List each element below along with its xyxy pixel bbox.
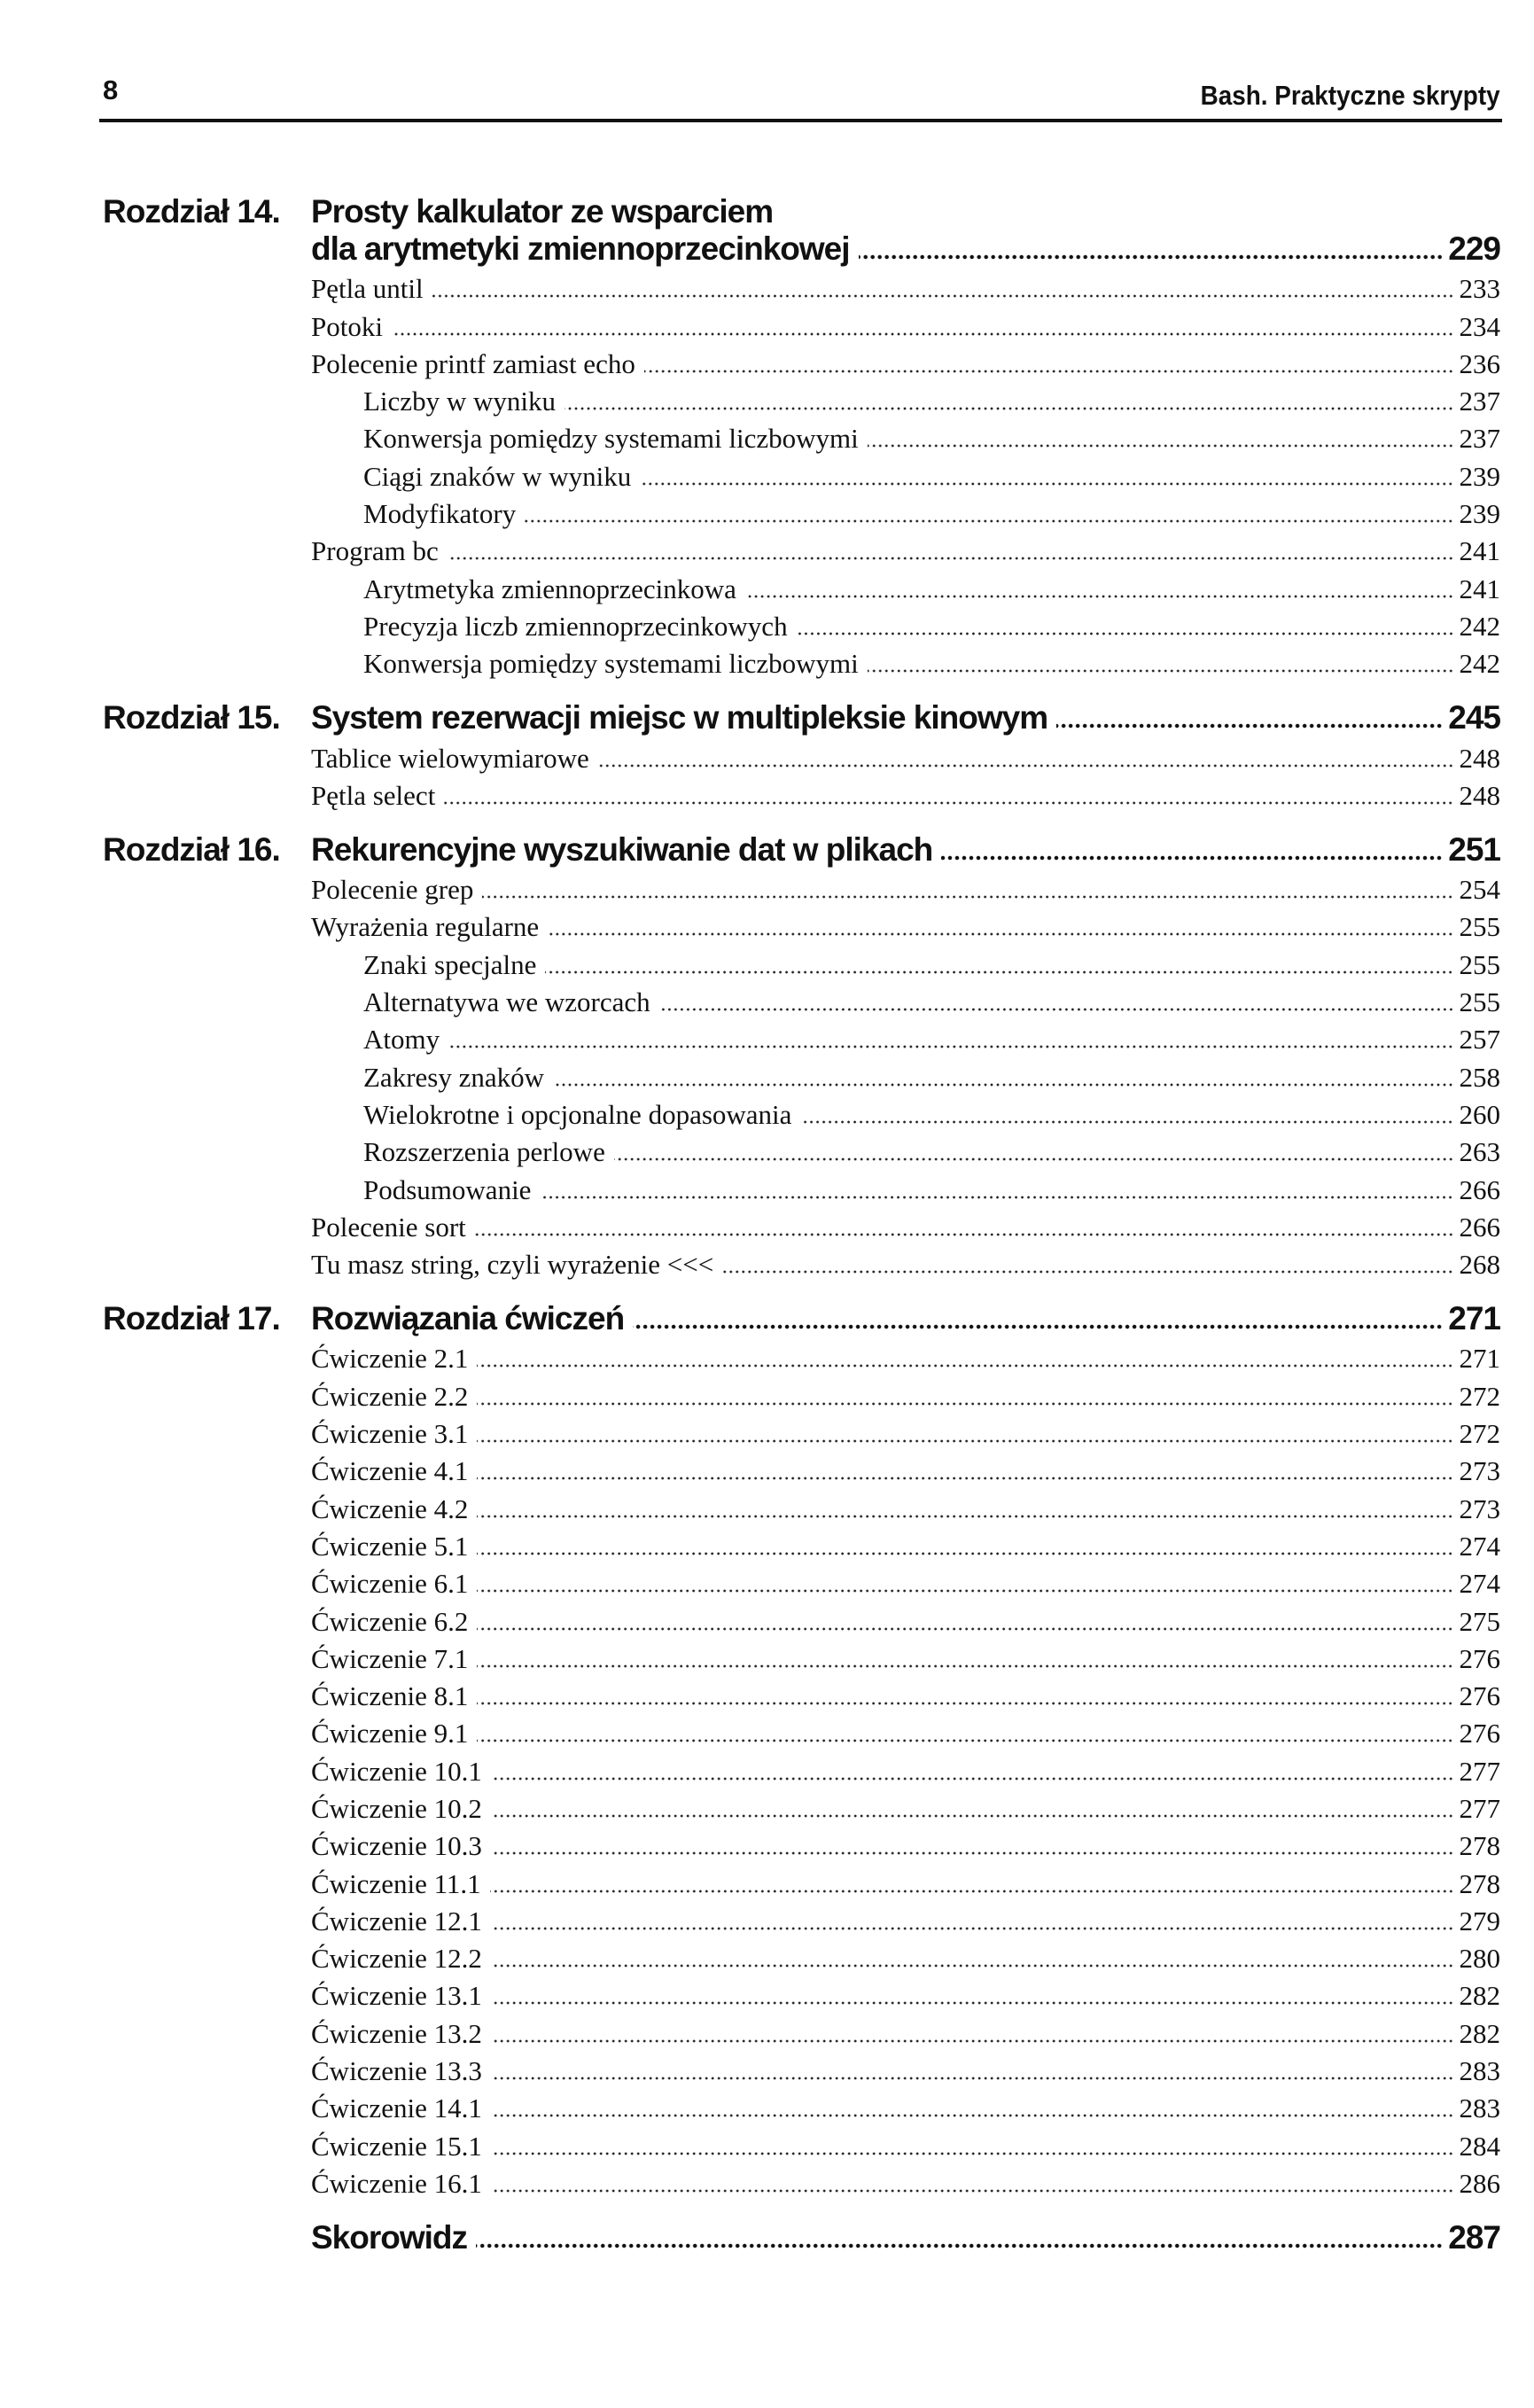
toc-entry[interactable]	[103, 1975, 1500, 2012]
entry-title: Ćwiczenie 5.1	[311, 1530, 469, 1562]
entry-title: Alternatywa we wzorcach	[363, 986, 650, 1018]
entry-title: Pętla until	[311, 273, 424, 305]
chapter-title: Rekurencyjne wyszukiwanie dat w plikach	[311, 830, 933, 868]
toc-entry[interactable]	[103, 775, 1500, 812]
entry-title: Ćwiczenie 10.1	[311, 1755, 482, 1787]
toc-entry[interactable]	[103, 2087, 1500, 2124]
dot-leader	[491, 1813, 1454, 1819]
entry-title: Konwersja pomiędzy systemami liczbowymi	[363, 423, 859, 455]
entry-page: 258	[1459, 1061, 1500, 1093]
entry-page: 241	[1459, 573, 1500, 604]
entry-title: Ćwiczenie 4.2	[311, 1492, 469, 1524]
entry-page: 282	[1459, 2017, 1500, 2049]
toc-entry[interactable]	[103, 530, 1500, 567]
toc-entry[interactable]	[103, 605, 1500, 643]
entry-title: Konwersja pomiędzy systemami liczbowymi	[363, 648, 859, 680]
entry-title: Polecenie grep	[311, 874, 474, 906]
dot-leader	[868, 443, 1454, 448]
dot-leader	[491, 1963, 1454, 1968]
dot-leader	[491, 1851, 1454, 1856]
entry-page: 260	[1459, 1098, 1500, 1130]
dot-leader	[477, 1626, 1453, 1632]
entry-page: 248	[1459, 742, 1500, 774]
dot-leader	[540, 1195, 1453, 1200]
dot-leader	[491, 2000, 1454, 2006]
toc-entry[interactable]	[103, 1337, 1500, 1375]
dot-leader	[432, 293, 1454, 299]
dot-leader	[477, 1476, 1453, 1481]
entry-page: 278	[1459, 1830, 1500, 1862]
chapter-title: System rezerwacji miejsc w multipleksie kinowym	[311, 699, 1048, 736]
toc-entry[interactable]	[103, 1675, 1500, 1712]
entry-page: 257	[1459, 1024, 1500, 1056]
entry-title: Ćwiczenie 12.2	[311, 1943, 482, 1975]
dot-leader	[491, 1926, 1454, 1931]
entry-title: Polecenie sort	[311, 1211, 466, 1243]
dot-leader	[476, 2242, 1443, 2249]
entry-page: 280	[1459, 1943, 1500, 1975]
toc-entry[interactable]	[103, 1600, 1500, 1637]
toc-entry[interactable]	[103, 869, 1500, 906]
entry-page: 237	[1459, 423, 1500, 455]
entry-title: Atomy	[363, 1024, 440, 1056]
entry-title: Program bc	[311, 535, 439, 567]
toc-entry[interactable]	[103, 2163, 1500, 2200]
header-rule	[99, 119, 1502, 122]
toc-entry[interactable]	[103, 1937, 1500, 1975]
toc-entry[interactable]	[103, 1825, 1500, 1862]
entry-page: 273	[1459, 1492, 1500, 1524]
dot-leader	[868, 668, 1454, 674]
toc-entry[interactable]	[103, 305, 1500, 342]
entry-page: 277	[1459, 1755, 1500, 1787]
dot-leader	[482, 894, 1453, 900]
entry-title: Ćwiczenie 12.1	[311, 1905, 482, 1937]
entry-page: 248	[1459, 779, 1500, 811]
dot-leader	[392, 331, 1454, 337]
entry-title: Arytmetyka zmiennoprzecinkowa	[363, 573, 736, 604]
chapter-label: Rozdział 17.	[103, 1300, 280, 1337]
toc-entry[interactable]	[103, 1243, 1500, 1281]
entry-page: 272	[1459, 1380, 1500, 1412]
entry-title: Ciągi znaków w wyniku	[363, 460, 632, 492]
toc-chapter	[103, 831, 1500, 1281]
toc-entry[interactable]	[103, 2124, 1500, 2162]
toc-entry[interactable]	[103, 1131, 1500, 1168]
dot-leader	[797, 631, 1454, 636]
toc-entry[interactable]	[103, 1788, 1500, 1825]
chapter-title: dla arytmetyki zmiennoprzecinkowej	[311, 230, 850, 267]
entry-title: Ćwiczenie 10.2	[311, 1792, 482, 1824]
dot-leader	[490, 1889, 1454, 1894]
entry-title: Wielokrotne i opcjonalne dopasowania	[363, 1098, 792, 1130]
entry-page: 276	[1459, 1718, 1500, 1750]
dot-leader	[477, 1664, 1453, 1669]
entry-title: Podsumowanie	[363, 1173, 532, 1205]
entry-title: Wyrażenia regularne	[311, 911, 540, 943]
entry-page: 254	[1459, 874, 1500, 906]
toc-entry[interactable]	[103, 455, 1500, 492]
dot-leader	[800, 1119, 1453, 1125]
dot-leader	[477, 1514, 1453, 1519]
dot-leader	[640, 481, 1453, 487]
entry-page: 282	[1459, 1980, 1500, 2012]
running-header	[103, 74, 1500, 119]
entry-page: 255	[1459, 948, 1500, 980]
chapter-label: Rozdział 14.	[103, 193, 280, 230]
toc-entry[interactable]	[103, 417, 1500, 455]
toc-entry[interactable]	[103, 1413, 1500, 1450]
chapter-title: Prosty kalkulator ze wsparciem	[311, 193, 774, 230]
entry-title: Ćwiczenie 4.1	[311, 1455, 469, 1487]
toc-entry[interactable]	[103, 1862, 1500, 1899]
toc-entry[interactable]	[103, 1018, 1500, 1056]
chapter-page: 271	[1448, 1300, 1500, 1337]
page-number: 8	[103, 74, 119, 105]
toc-entry[interactable]	[103, 736, 1500, 774]
chapter-title: Skorowidz	[311, 2218, 468, 2256]
entry-page: 233	[1459, 273, 1500, 305]
entry-title: Ćwiczenie 2.2	[311, 1380, 469, 1412]
toc-entry[interactable]	[103, 906, 1500, 943]
toc-entry[interactable]	[103, 380, 1500, 417]
chapter-label: Rozdział 15.	[103, 699, 280, 736]
dot-leader	[548, 931, 1453, 937]
dot-leader	[598, 763, 1454, 768]
toc-entry[interactable]	[103, 1750, 1500, 1787]
toc-entry[interactable]	[103, 268, 1500, 305]
entry-title: Ćwiczenie 13.1	[311, 1980, 482, 2012]
entry-page: 236	[1459, 347, 1500, 379]
entry-title: Pętla select	[311, 779, 436, 811]
toc-entry[interactable]	[103, 1638, 1500, 1675]
toc-entry[interactable]	[103, 2050, 1500, 2087]
entry-page: 272	[1459, 1418, 1500, 1450]
chapter-heading-row[interactable]	[103, 230, 1500, 268]
entry-page: 239	[1459, 460, 1500, 492]
toc-chapter	[103, 193, 1500, 680]
chapter-page: 251	[1448, 830, 1500, 868]
entry-page: 276	[1459, 1642, 1500, 1674]
dot-leader	[448, 556, 1454, 561]
dot-leader	[491, 2188, 1454, 2194]
chapter-title: Rozwiązania ćwiczeń	[311, 1300, 625, 1337]
entry-page: 275	[1459, 1605, 1500, 1637]
entry-page: 268	[1459, 1249, 1500, 1281]
dot-leader	[525, 518, 1453, 524]
toc-chapter	[103, 2219, 1500, 2256]
toc-entry[interactable]	[103, 1487, 1500, 1524]
entry-title: Ćwiczenie 9.1	[311, 1718, 469, 1750]
toc-entry[interactable]	[103, 943, 1500, 980]
dot-leader	[633, 1323, 1443, 1330]
entry-title: Ćwiczenie 13.2	[311, 2017, 482, 2049]
book-title: Bash. Praktyczne skrypty	[1200, 80, 1500, 111]
dot-leader	[444, 800, 1453, 806]
entry-page: 276	[1459, 1680, 1500, 1712]
toc-entry[interactable]	[103, 1450, 1500, 1487]
dot-leader	[491, 2076, 1454, 2081]
dot-leader	[475, 1232, 1454, 1237]
entry-title: Znaki specjalne	[363, 948, 537, 980]
entry-page: 266	[1459, 1211, 1500, 1243]
entry-page: 284	[1459, 2130, 1500, 2162]
entry-title: Rozszerzenia perlowe	[363, 1136, 605, 1168]
dot-leader	[659, 1007, 1454, 1012]
dot-leader	[477, 1588, 1453, 1594]
entry-page: 283	[1459, 2092, 1500, 2124]
chapter-page: 229	[1448, 230, 1500, 267]
toc-entry[interactable]	[103, 1712, 1500, 1750]
chapter-heading-row[interactable]	[103, 1300, 1500, 1337]
entry-title: Ćwiczenie 14.1	[311, 2092, 482, 2124]
entry-title: Liczby w wyniku	[363, 386, 556, 417]
entry-page: 279	[1459, 1905, 1500, 1937]
entry-title: Ćwiczenie 13.3	[311, 2055, 482, 2087]
entry-page: 263	[1459, 1136, 1500, 1168]
chapter-label: Rozdział 16.	[103, 830, 280, 868]
entry-page: 242	[1459, 648, 1500, 680]
dot-leader	[477, 1363, 1453, 1368]
toc-chapter	[103, 699, 1500, 812]
dot-leader	[1056, 722, 1443, 729]
dot-leader	[477, 1401, 1453, 1407]
dot-leader	[491, 2038, 1454, 2044]
dot-leader	[941, 854, 1443, 861]
entry-title: Polecenie printf zamiast echo	[311, 347, 635, 379]
toc-entry[interactable]	[103, 2012, 1500, 2049]
dot-leader	[859, 253, 1444, 261]
dot-leader	[644, 369, 1454, 374]
entry-title: Ćwiczenie 10.3	[311, 1830, 482, 1862]
toc-entry[interactable]	[103, 1168, 1500, 1205]
entry-title: Ćwiczenie 3.1	[311, 1418, 469, 1450]
entry-page: 242	[1459, 610, 1500, 642]
chapter-page: 287	[1448, 2218, 1500, 2256]
chapter-page: 245	[1448, 699, 1500, 736]
entry-page: 239	[1459, 498, 1500, 530]
dot-leader	[477, 1738, 1453, 1743]
toc-entry[interactable]	[103, 567, 1500, 604]
toc-entry[interactable]	[103, 1562, 1500, 1600]
entry-page: 273	[1459, 1455, 1500, 1487]
chapter-heading-row[interactable]	[103, 2219, 1500, 2256]
entry-page: 271	[1459, 1343, 1500, 1375]
toc-entry[interactable]	[103, 493, 1500, 530]
dot-leader	[545, 970, 1453, 975]
dot-leader	[491, 2151, 1454, 2156]
entry-title: Ćwiczenie 7.1	[311, 1642, 469, 1674]
entry-title: Potoki	[311, 310, 383, 342]
dot-leader	[722, 1269, 1453, 1274]
toc-entry[interactable]	[103, 1900, 1500, 1937]
entry-page: 278	[1459, 1867, 1500, 1899]
entry-title: Ćwiczenie 16.1	[311, 2167, 482, 2199]
toc-entry[interactable]	[103, 1375, 1500, 1412]
entry-title: Zakresy znaków	[363, 1061, 544, 1093]
entry-title: Ćwiczenie 2.1	[311, 1343, 469, 1375]
dot-leader	[491, 2113, 1454, 2118]
chapter-heading-row[interactable]	[103, 699, 1500, 736]
entry-page: 241	[1459, 535, 1500, 567]
entry-page: 283	[1459, 2055, 1500, 2087]
dot-leader	[745, 594, 1454, 599]
toc-chapter	[103, 1300, 1500, 2200]
entry-page: 234	[1459, 310, 1500, 342]
toc-entry[interactable]	[103, 343, 1500, 380]
toc-entry[interactable]	[103, 981, 1500, 1018]
toc-entry[interactable]	[103, 1206, 1500, 1243]
chapter-heading-row[interactable]	[103, 831, 1500, 869]
entry-page: 286	[1459, 2167, 1500, 2199]
dot-leader	[553, 1082, 1454, 1087]
entry-page: 277	[1459, 1792, 1500, 1824]
toc-entry[interactable]	[103, 1056, 1500, 1093]
entry-page: 274	[1459, 1530, 1500, 1562]
entry-title: Tablice wielowymiarowe	[311, 742, 589, 774]
entry-title: Ćwiczenie 11.1	[311, 1867, 481, 1899]
toc-entry[interactable]	[103, 1525, 1500, 1562]
entry-page: 266	[1459, 1173, 1500, 1205]
dot-leader	[614, 1157, 1454, 1162]
entry-page: 274	[1459, 1568, 1500, 1600]
dot-leader	[491, 1776, 1454, 1781]
entry-title: Tu masz string, czyli wyrażenie <<<	[311, 1249, 714, 1281]
dot-leader	[477, 1701, 1453, 1706]
entry-title: Ćwiczenie 6.1	[311, 1568, 469, 1600]
entry-page: 255	[1459, 986, 1500, 1018]
toc-entry[interactable]	[103, 1094, 1500, 1131]
table-of-contents	[103, 193, 1500, 2256]
dot-leader	[477, 1551, 1453, 1556]
dot-leader	[448, 1044, 1453, 1049]
entry-title: Ćwiczenie 15.1	[311, 2130, 482, 2162]
chapter-heading-row[interactable]	[103, 193, 1500, 230]
entry-title: Ćwiczenie 6.2	[311, 1605, 469, 1637]
entry-page: 255	[1459, 911, 1500, 943]
entry-title: Ćwiczenie 8.1	[311, 1680, 469, 1712]
dot-leader	[477, 1438, 1453, 1444]
entry-page: 237	[1459, 386, 1500, 417]
entry-title: Precyzja liczb zmiennoprzecinkowych	[363, 610, 788, 642]
entry-title: Modyfikatory	[363, 498, 517, 530]
toc-entry[interactable]	[103, 643, 1500, 680]
dot-leader	[565, 406, 1454, 411]
